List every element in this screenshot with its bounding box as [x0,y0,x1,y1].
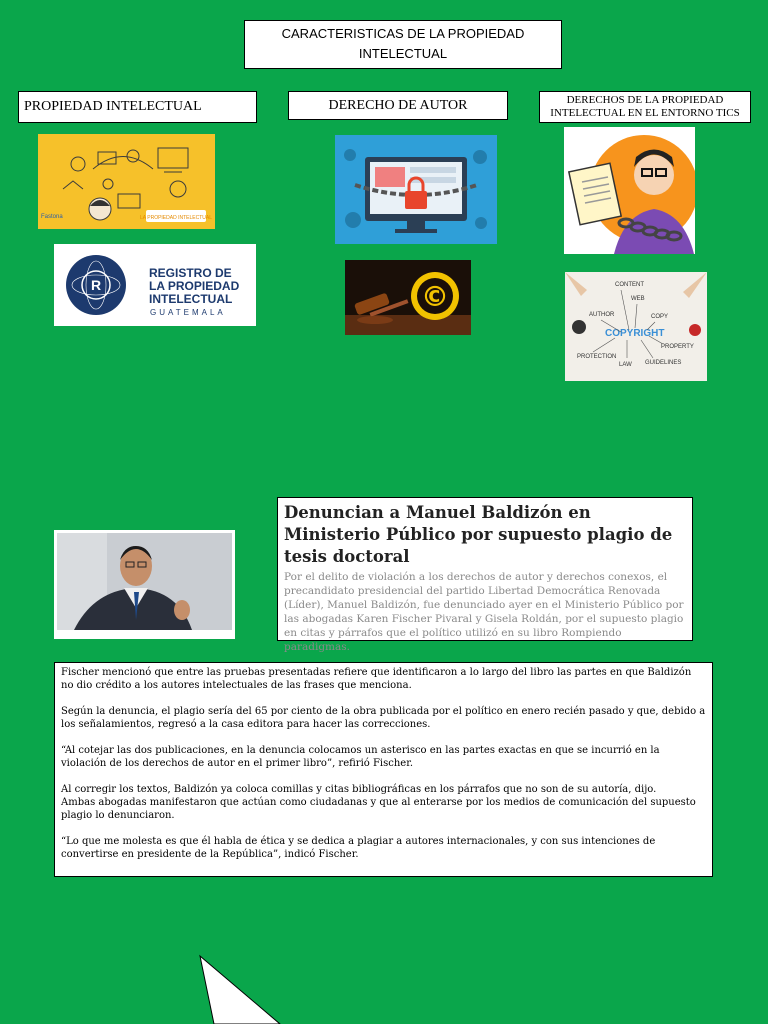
wordcloud-word: PROTECTION [577,354,617,360]
registro-mark: R [90,277,102,293]
article-paragraph: “Al cotejar las dos publicaciones, en la denuncia colocamos un asterisco en las partes exactas en que se incurrió en la violación de los derechos de autor en el primer libro”, refirió Fischer. [61,745,660,769]
baldizon-photo [54,530,235,639]
wordcloud-word: WEB [631,296,645,302]
fastona-caption: LA PROPIEDAD INTELECTUAL [140,215,212,221]
article-paragraph: Según la denuncia, el plagio sería del 65 por ciento de la obra publicada por el político en enero recién pasado y que, debido a los señalamientos, regresó a la casa editora para hacer las correcciones. [61,706,706,730]
copyright-wordcloud-image [565,272,707,381]
article-paragraph: “Lo que me molesta es que él habla de ética y se dedica a plagiar a autores internacionales, y con sus intenciones de convertirse en presidente de la República”, indicó Fischer. [61,836,656,860]
registro-line-2: LA PROPIEDAD [149,279,240,293]
article-paragraph: Al corregir los textos, Baldizón ya coloca comillas y citas bibliográficas en los párrafos que no son de su autoría, dijo. [61,784,657,795]
column-heading-entorno-tics: DERECHOS DE LA PROPIEDAD INTELECTUAL EN EL ENTORNO TICS [539,91,751,123]
wordcloud-word: CONTENT [615,282,644,288]
page-title: CARACTERISTICAS DE LA PROPIEDAD INTELECTUAL [244,20,562,69]
fastona-logo: Fastona [41,214,63,220]
registro-propiedad-intelectual-logo [54,244,256,326]
wordcloud-word: COPY [651,314,669,320]
article-paragraph: Fischer mencionó que entre las pruebas presentadas refiere que identificaron a lo largo del libro las partes en que Baldizón no dio crédito a los autores intelectuales de las frases que menciona. [61,667,692,691]
article-headline: Denuncian a Manuel Baldizón en Ministerio Público por supuesto plagio de tesis doctoral [284,503,673,566]
copyright-word: COPYRIGHT [605,328,665,339]
copyright-symbol: © [421,280,449,313]
speech-bubble-shape [190,950,300,1024]
wordcloud-word: LAW [619,362,632,368]
column-heading-derecho-de-autor: DERECHO DE AUTOR [288,91,508,120]
intellectual-property-illustration [38,134,215,229]
article-body [54,662,713,877]
article-paragraph: Ambas abogadas manifestaron que actúan como ciudadanas y que al enterarse por los medios de comunicación del supuesto plagio lo denunciaron. [61,797,696,821]
column-heading-propiedad-intelectual: PROPIEDAD INTELECTUAL [18,91,257,123]
chained-document-illustration [564,127,695,254]
locked-monitor-illustration [335,135,497,244]
article-lede: Por el delito de violación a los derechos de autor y derechos conexos, el precandidato presidencial del partido Libertad Democrática Renovada (Líder), Manuel Baldizón, fue denunciado ayer en el Ministerio Público por las abogadas Karen Fischer Pivaral y Gisela Roldán, por el supuesto plagio en citas y párrafos que el político utilizó en su libro Rompiendo paradigmas. [284,571,684,653]
wordcloud-word: AUTHOR [589,312,615,318]
article-headline-box [277,497,693,653]
wordcloud-word: PROPERTY [661,344,694,350]
registro-line-3: INTELECTUAL [149,292,233,306]
copyright-gavel-image [345,260,471,335]
registro-line-1: REGISTRO DE [149,266,232,280]
wordcloud-word: GUIDELINES [645,360,682,366]
registro-line-4: GUATEMALA [150,308,226,317]
